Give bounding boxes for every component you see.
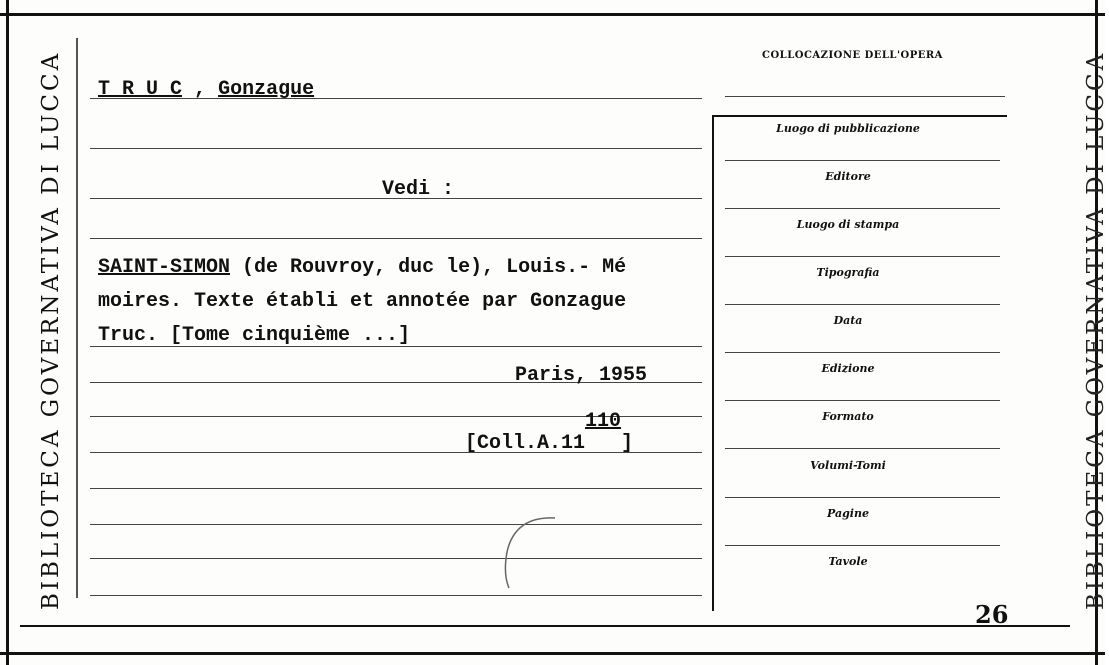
field-editore: Editore — [825, 170, 871, 183]
shelfmark — [465, 410, 634, 455]
field-tipografia: Tipografia — [816, 266, 880, 279]
shelfmark-prefix: [Coll.A.11 — [465, 432, 586, 455]
right-column-divider — [712, 116, 714, 611]
author-given-name: Gonzague — [218, 78, 315, 101]
field-luogo-stampa: Luogo di stampa — [796, 218, 900, 231]
pencil-arc-mark — [495, 512, 565, 592]
field-rule — [725, 400, 1000, 401]
see-reference: Vedi : — [382, 178, 455, 201]
field-rule — [725, 304, 1000, 305]
author-surname: T R U C — [98, 78, 183, 101]
ruled-line — [90, 238, 702, 239]
reference-line-1-rest: (de Rouvroy, duc le), Louis.- Mé — [242, 256, 627, 279]
ruled-line — [90, 524, 702, 525]
collocation-heading: COLLOCAZIONE DELL'OPERA — [762, 50, 943, 61]
ruled-line — [90, 148, 702, 149]
field-edizione: Edizione — [821, 362, 875, 375]
shelfmark-close: ] — [621, 432, 634, 455]
field-rule — [725, 208, 1000, 209]
reference-author: SAINT-SIMON — [98, 256, 231, 279]
library-name-vertical: BIBLIOTECA GOVERNATIVA DI LUCCA — [38, 50, 64, 610]
reference-line-1 — [98, 256, 626, 279]
field-rule — [725, 497, 1000, 498]
inner-left-rule — [76, 38, 78, 598]
field-rule — [725, 160, 1000, 161]
field-volumi-tomi: Volumi-Tomi — [810, 459, 886, 472]
author-separator: , — [194, 78, 207, 101]
field-formato: Formato — [822, 410, 874, 423]
field-pagine: Pagine — [827, 507, 869, 520]
field-rule — [725, 448, 1000, 449]
author-heading — [98, 78, 314, 101]
field-tavole: Tavole — [828, 555, 868, 568]
ruled-line — [90, 558, 702, 559]
ruled-line — [90, 488, 702, 489]
reference-line-2: moires. Texte établi et annotée par Gonzague — [98, 290, 627, 313]
reference-line-3: Truc. [Tome cinquième ...] — [98, 324, 411, 347]
field-data: Data — [833, 314, 863, 327]
top-border — [0, 13, 1105, 16]
inner-bottom-rule — [20, 625, 1070, 627]
library-name-vertical-right: BIBLIOTECA GOVERNATIVA DI LUCCA — [1083, 50, 1109, 610]
collocation-rule — [725, 96, 1005, 97]
field-rule — [725, 256, 1000, 257]
field-rule — [725, 352, 1000, 353]
place-year: Paris, 1955 — [515, 364, 648, 387]
shelfmark-superscript: 110 — [585, 410, 622, 433]
ruled-line — [90, 595, 702, 596]
left-border — [6, 0, 9, 665]
bottom-border — [0, 652, 1105, 655]
handwritten-number: 26 — [975, 600, 1009, 629]
field-luogo-pubblicazione: Luogo di pubblicazione — [776, 122, 920, 135]
field-rule — [725, 545, 1000, 546]
right-column-top-rule — [712, 115, 1007, 117]
